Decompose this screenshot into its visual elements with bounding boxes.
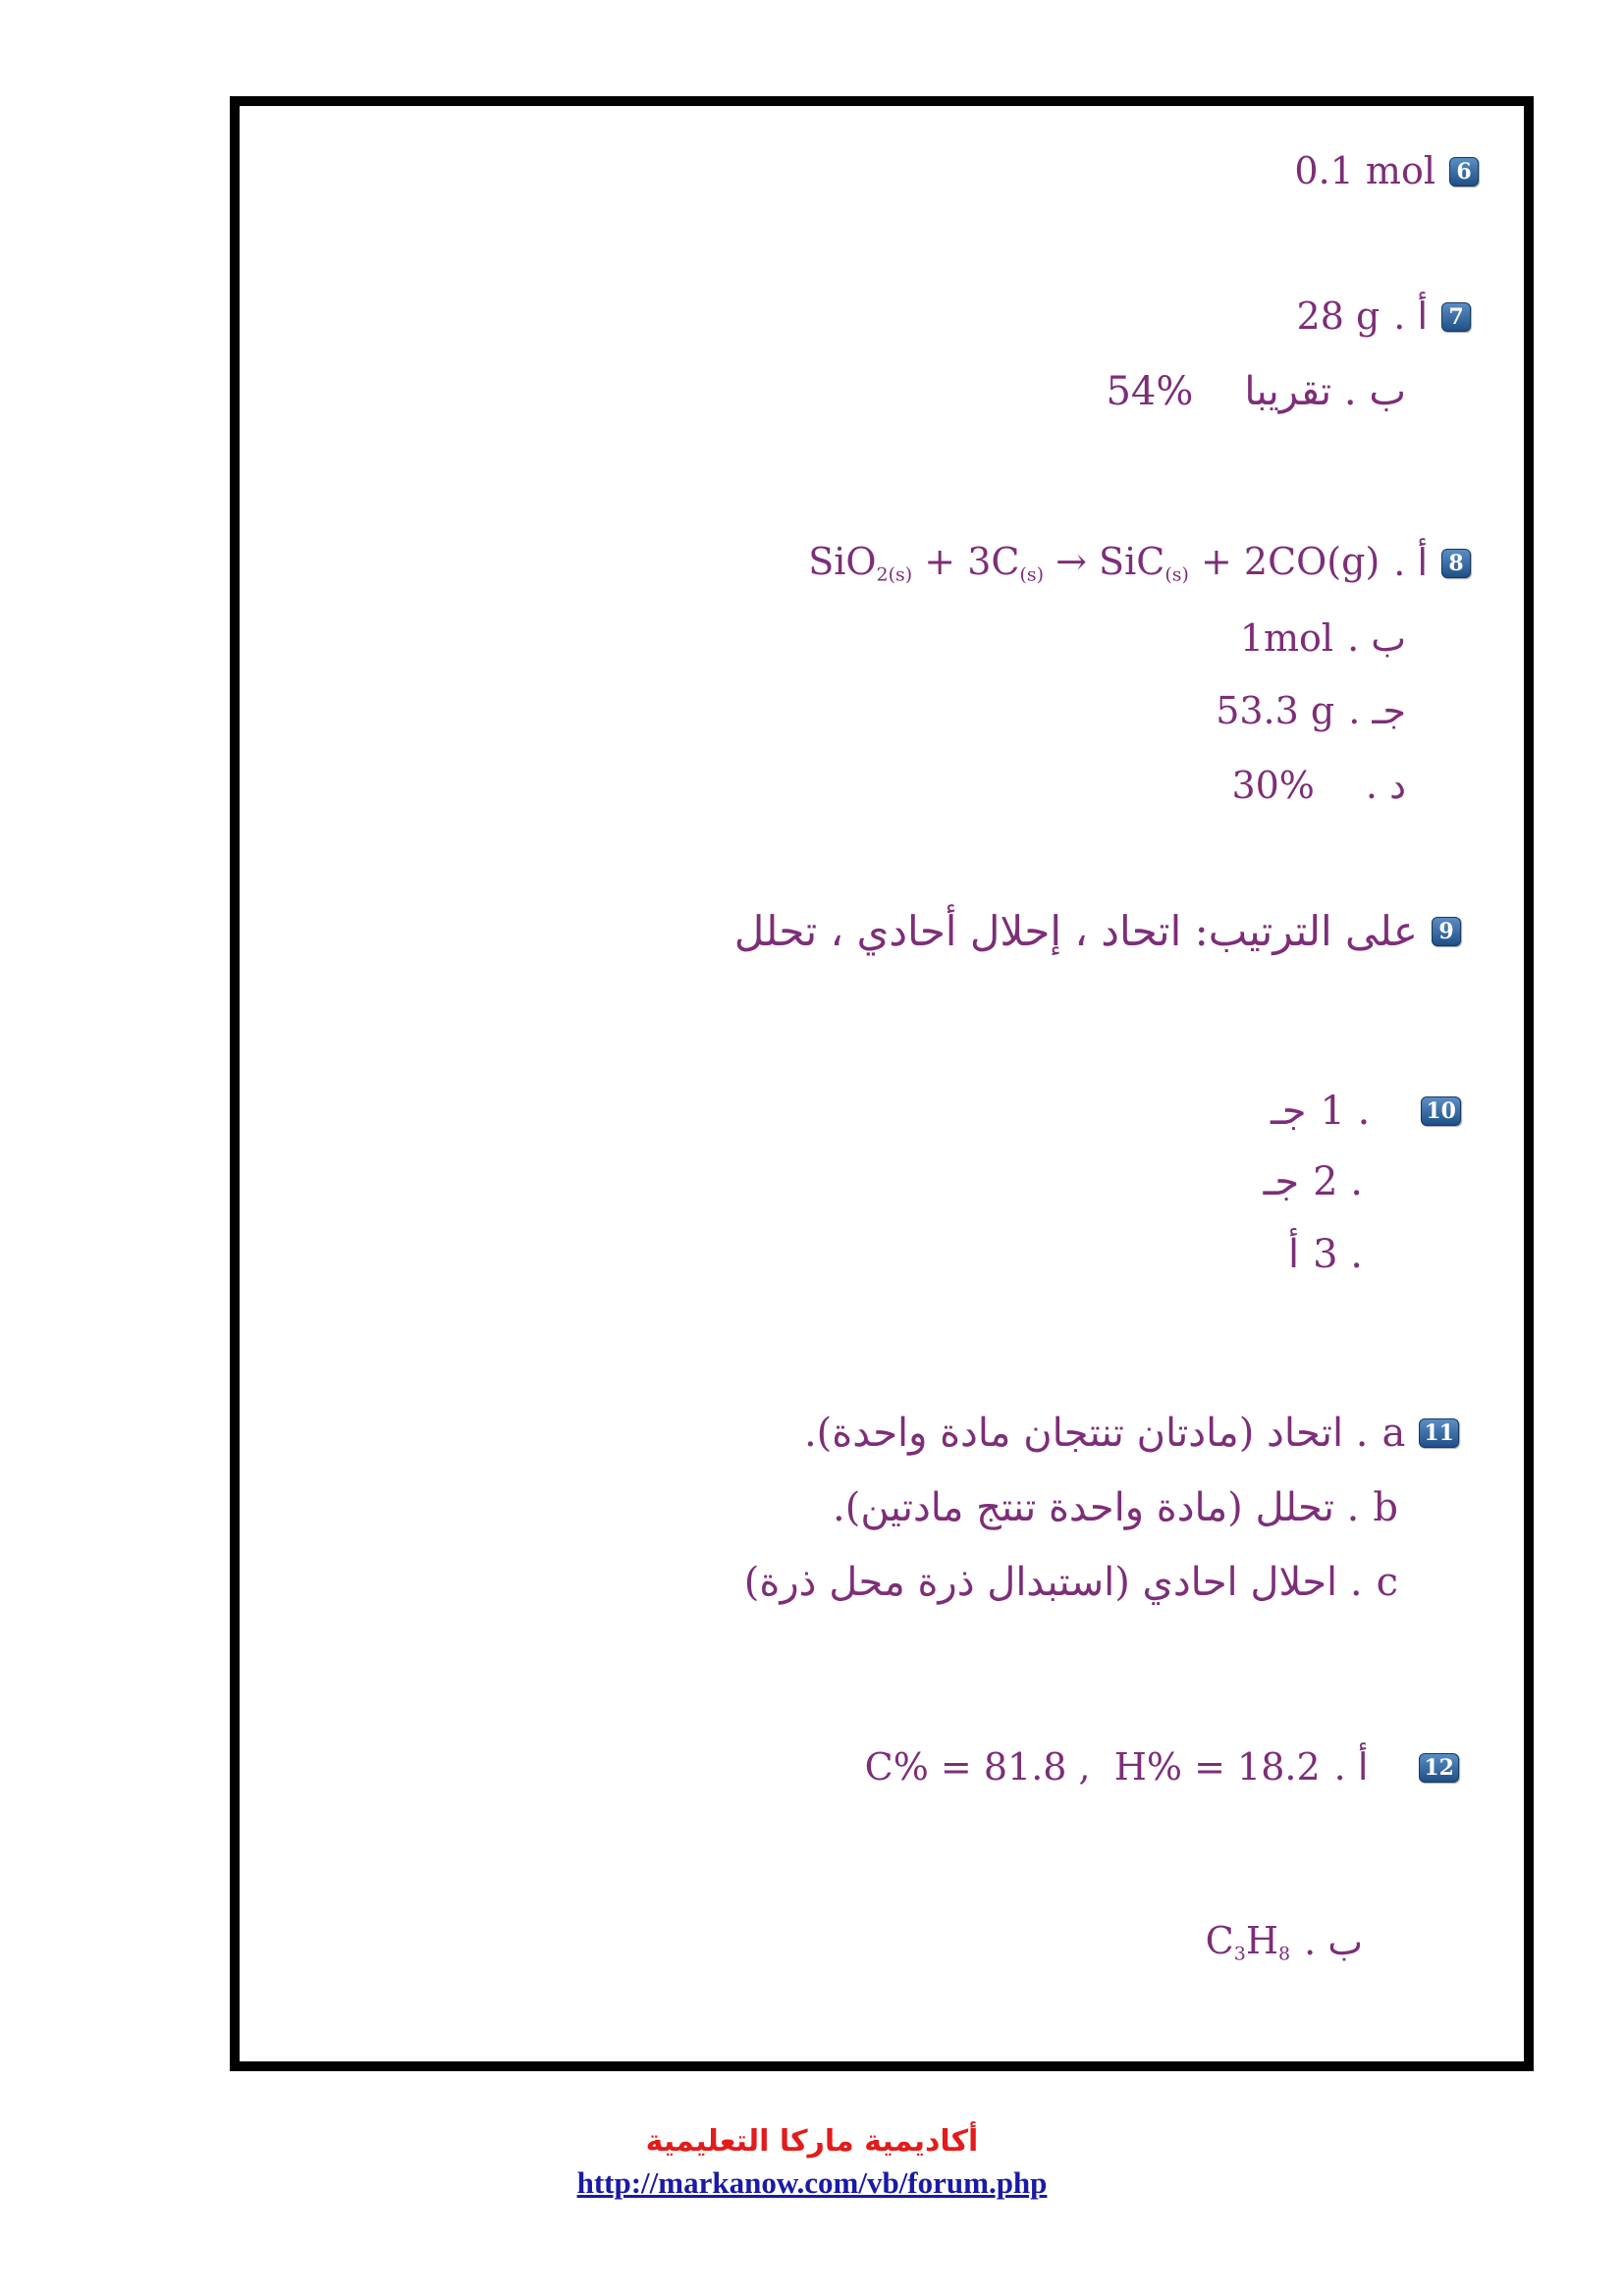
q10-item-3-answer: أ xyxy=(1287,1232,1300,1277)
eq-sic-state: (s) xyxy=(1164,563,1189,586)
q7-a-label: أ . xyxy=(1393,294,1428,338)
q8-b-value: 1mol xyxy=(1239,616,1334,660)
q9-answer: على الترتيب: اتحاد ، إحلال أحادي ، تحلل xyxy=(733,907,1418,955)
eq-carbon: + 3C xyxy=(912,540,1020,583)
formula-hydrogen-count: 8 xyxy=(1277,1943,1291,1965)
q8-c-row xyxy=(1216,689,1406,734)
q11-c-letter: c xyxy=(1376,1560,1398,1605)
q10-number-badge: 10 xyxy=(1421,1096,1461,1126)
eq-arrow: → xyxy=(1044,540,1100,583)
q12-b-row xyxy=(1206,1919,1363,1965)
formula-carbon: C xyxy=(1205,1919,1234,1962)
q8-number-badge: 8 xyxy=(1441,549,1471,578)
q7-b-label: ب . تقريبا xyxy=(1244,369,1406,414)
q10-item-1-answer: جـ xyxy=(1271,1089,1307,1134)
q7-a-value: 28 g xyxy=(1296,294,1380,338)
q12-formula xyxy=(1206,1919,1290,1965)
q8-d-row xyxy=(1231,764,1406,809)
eq-sio2-state: 2(s) xyxy=(876,563,913,586)
q10-item-3-row xyxy=(1288,1231,1363,1278)
q11-b-row xyxy=(833,1484,1398,1531)
q10-item-1-row xyxy=(1271,1088,1461,1135)
q6-row xyxy=(1294,149,1479,194)
q11-c-text: . احلال احادي (استبدال ذرة محل ذرة) xyxy=(743,1560,1363,1605)
q7-b-value: 54% xyxy=(1106,369,1194,414)
q8-b-label: ب . xyxy=(1347,616,1406,660)
q12-a-value xyxy=(865,1745,1321,1790)
q11-c-row xyxy=(744,1559,1398,1606)
q10-item-2-row xyxy=(1264,1158,1363,1205)
q8-equation xyxy=(808,540,1380,586)
q6-answer: 0.1 mol xyxy=(1294,149,1435,192)
q9-number-badge: 9 xyxy=(1432,917,1461,946)
q8-d-value: 30% xyxy=(1231,764,1315,807)
q12-separator: , xyxy=(1066,1745,1114,1789)
footer-academy-name: أكاديمية ماركا التعليمية xyxy=(645,2124,979,2159)
q11-b-text: . تحلل (مادة واحدة تنتج مادتين). xyxy=(833,1485,1360,1530)
q7-a-row xyxy=(1297,294,1471,340)
q11-a-text: . اتحاد (مادتان تنتجان مادة واحدة). xyxy=(803,1411,1369,1456)
q11-number-badge: 11 xyxy=(1419,1418,1459,1448)
q7-b-row xyxy=(1106,368,1406,415)
eq-carbon-state: (s) xyxy=(1019,563,1045,586)
q12-b-label: ب . xyxy=(1304,1919,1363,1963)
q10-item-2-answer: جـ xyxy=(1263,1159,1300,1204)
eq-co: + 2CO(g) xyxy=(1188,540,1380,583)
q7-number-badge: 7 xyxy=(1441,302,1471,332)
q6-number-badge: 6 xyxy=(1449,157,1479,187)
q8-b-row xyxy=(1240,616,1406,662)
q12-a-row xyxy=(865,1745,1459,1790)
eq-sio2: SiO xyxy=(808,540,877,583)
q10-item-3-number: 3 . xyxy=(1313,1232,1363,1277)
q8-a-row xyxy=(808,540,1471,586)
q11-a-letter: a xyxy=(1381,1411,1406,1456)
q11-a-row xyxy=(804,1410,1459,1457)
q11-b-letter: b xyxy=(1373,1485,1398,1530)
eq-sic: SiC xyxy=(1099,540,1165,583)
formula-hydrogen: H xyxy=(1245,1919,1278,1962)
q8-d-label: د . xyxy=(1365,764,1406,807)
q12-hydrogen-percent: H% = 18.2 xyxy=(1113,1745,1321,1789)
q12-carbon-percent: C% = 81.8 xyxy=(864,1745,1067,1789)
q8-c-label: جـ . xyxy=(1348,689,1406,732)
q10-item-1-number: 1 . xyxy=(1320,1089,1371,1134)
q9-row xyxy=(734,907,1461,956)
q8-c-value: 53.3 g xyxy=(1216,689,1335,732)
q10-item-2-number: 2 . xyxy=(1313,1159,1363,1204)
footer-forum-link[interactable]: http://markanow.com/vb/forum.php xyxy=(576,2165,1048,2200)
q8-a-label: أ . xyxy=(1393,540,1428,584)
q12-number-badge: 12 xyxy=(1419,1753,1459,1783)
formula-carbon-count: 3 xyxy=(1233,1943,1246,1965)
q12-a-label: أ . xyxy=(1333,1745,1369,1789)
